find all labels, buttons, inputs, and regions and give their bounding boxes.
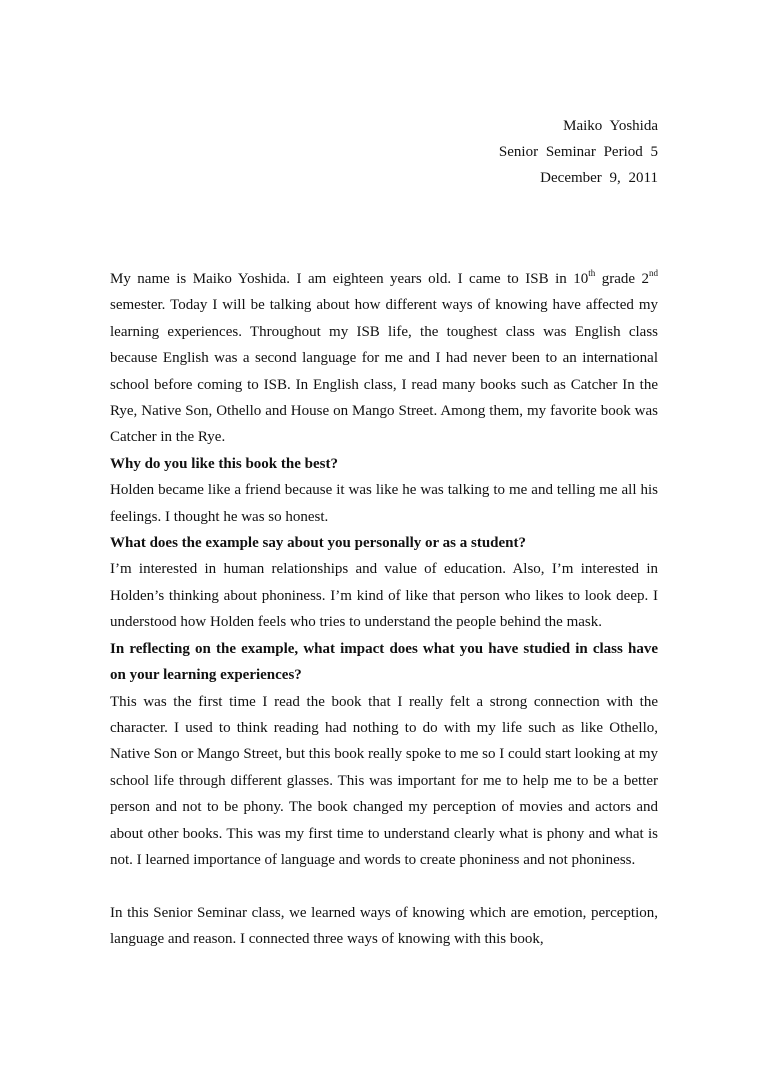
superscript-th: th [588, 268, 596, 278]
answer-3: This was the first time I read the book that I really felt a strong connection with the character. I used to think reading had nothing to do with my life such as like Othello, Native Son or Mango Street, but this book really spoke to me so I could start looking at my school life through different glasses. This was important for me to help me to be a better person and not to be phony. The book changed my perception of movies and actors and about other books. This was my first time to understand clearly what is phony and what is not. I learned importance of language and words to create phoniness and not phoniness. [110, 693, 658, 868]
question-2: What does the example say about you personally or as a student? [110, 535, 527, 552]
document-date: December 9, 2011 [540, 170, 658, 186]
question-3: In reflecting on the example, what impact does what you have studied in class have on your learning experiences? [110, 640, 658, 684]
question-1: Why do you like this book the best? [110, 455, 338, 472]
intro-text-1: My name is Maiko Yoshida. I am eighteen years old. I came to ISB in 10 [110, 271, 589, 287]
author-name: Maiko Yoshida [563, 118, 658, 134]
intro-paragraph [110, 266, 658, 451]
intro-text-3: semester. Today I will be talking about how different ways of knowing have affected my learning experiences. Throughout my ISB life, the toughest class was English class because English was a second language for me and I had never been to an international school before coming to ISB. In English class, I read many books such as Catcher In the Rye, Native Son, Othello and House on Mango Street. Among them, my favorite book was Catcher in the Rye. [110, 297, 658, 446]
document-body [110, 266, 658, 953]
intro-text-2: grade 2 [595, 271, 649, 287]
superscript-nd: nd [649, 268, 658, 278]
answer-1: Holden became like a friend because it was like he was talking to me and telling me all his feelings. I thought he was so honest. [110, 482, 658, 525]
answer-2: I’m interested in human relationships and value of education. Also, I’m interested in Holden’s thinking about phoniness. I’m kind of like that person who likes to look deep. I understood how Holden feels who tries to understand the people behind the mask. [110, 561, 658, 631]
document-header [499, 113, 658, 191]
closing-paragraph: In this Senior Seminar class, we learned ways of knowing which are emotion, perception, language and reason. I connected three ways of knowing with this book, [110, 904, 658, 948]
class-period: Senior Seminar Period 5 [498, 144, 658, 160]
